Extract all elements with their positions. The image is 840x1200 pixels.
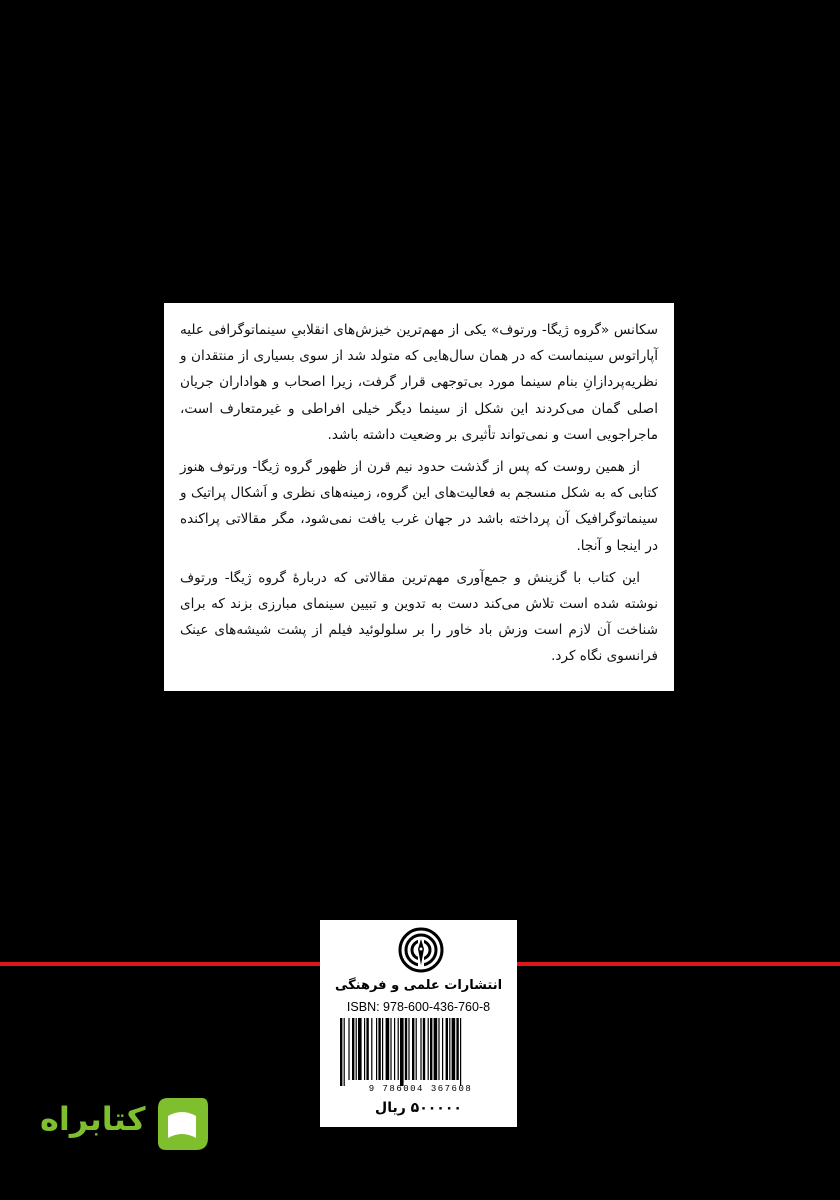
publisher-name: انتشارات علمی و فرهنگی xyxy=(334,978,503,993)
ketabrah-logo-text: کتابراه xyxy=(40,1100,146,1138)
price-label: ۵۰۰۰۰۰ ریال xyxy=(375,1100,462,1116)
publisher-logo-icon xyxy=(398,927,444,973)
description-paragraph-1: سکانس «گروه ژیگا- ورتوف» یکی از مهم‌ترین خیزش‌های انقلابیِ سینماتوگرافی علیه آپاراتوس سینماست که در همان سال‌هایی که متولد شد از سوی بسیاری از منتقدان و نظریه‌پردازانِ بنام سینما مورد بی‌توجهی قرار گرفت، زیرا اصحاب و هواداران جریان اصلی گمان می‌کردند این شکل از سینما دیگر خیلی افراطی و غیرمتعارف است، ماجراجویی است و نمی‌تواند تأثیری بر وضعیت داشته باشد. xyxy=(180,322,658,443)
barcode-digits: 9 786004 367608 xyxy=(368,1084,473,1094)
isbn-number: ISBN: 978-600-436-760-8 xyxy=(346,1000,491,1014)
description-paragraph-3: این کتاب با گزینش و جمع‌آوری مهم‌ترین مقالاتی که دربارهٔ گروه ژیگا- ورتوف نوشته شده است تلاش می‌کند دست به تدوین و تبیین سینمای مبارزی بزند که برای شناخت آن لازم است وزش باد خاور را بر سلولوئید فیلم از پشت شیشه‌های عینک فرانسوی نگاه کرد. xyxy=(180,569,658,665)
ketabrah-book-icon xyxy=(152,1094,212,1154)
description-paragraph-2: از همین روست که پس از گذشت حدود نیم قرن از ظهور گروه ژیگا- ورتوف هنوز کتابی که به شکل منسجم به فعالیت‌های این گروه، زمینه‌های نظری و اَشکال پراتیک و سینماتوگرافیک آن پرداخته باشد در جهان غرب یافت نمی‌شود، مگر مقالاتی پراکنده در اینجا و آنجا. xyxy=(180,459,658,554)
back-cover-description xyxy=(164,303,674,691)
ketabrah-watermark xyxy=(40,1092,220,1158)
barcode xyxy=(338,1018,503,1086)
isbn-panel xyxy=(320,920,517,1127)
